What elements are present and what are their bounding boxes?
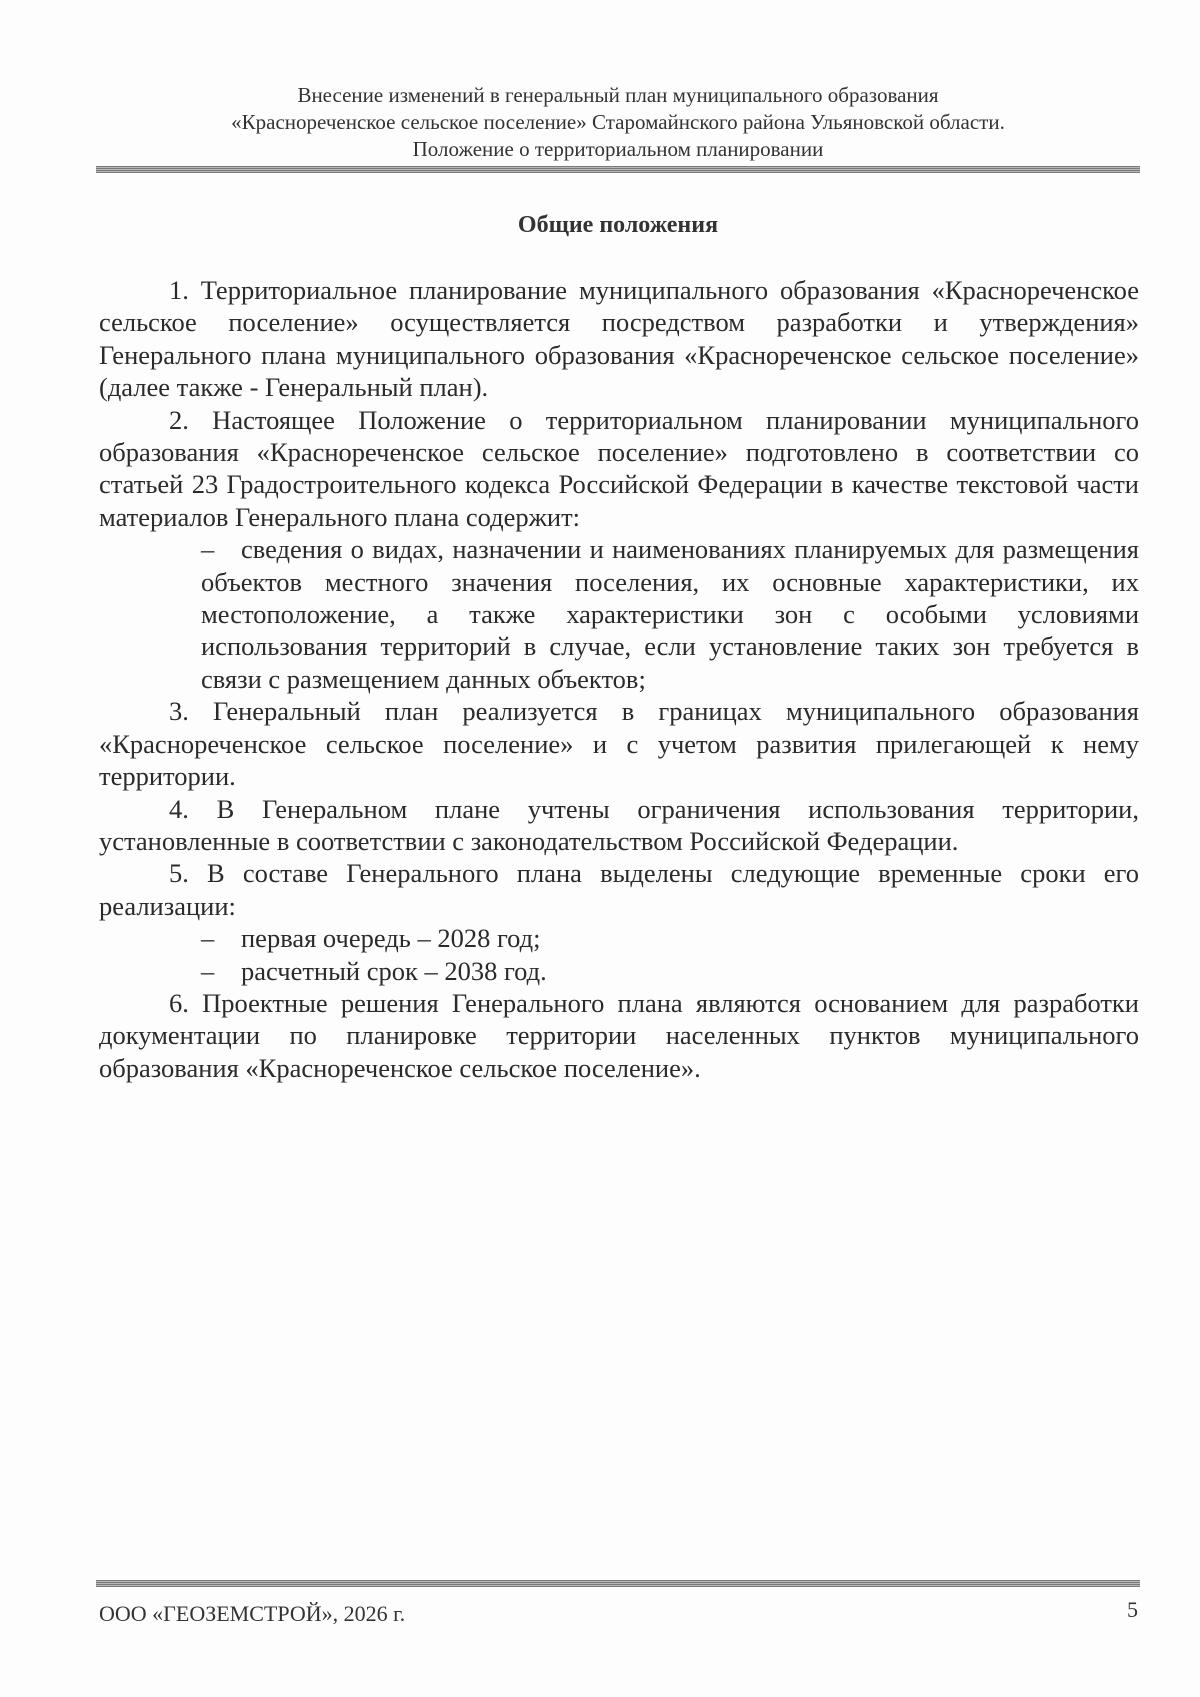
paragraph-5: 5. В составе Генерального плана выделены следующие временные сроки его реализации: — [99, 858, 1139, 921]
header-divider — [96, 166, 1140, 173]
page-number: 5 — [1127, 1597, 1138, 1622]
list-item-text: расчетный срок – 2038 год. — [241, 955, 547, 986]
header-line-1: Внесение изменений в генеральный план муниципального образования — [297, 83, 939, 107]
list-item — [201, 955, 1139, 987]
paragraph-3: 3. Генеральный план реализуется в границах муниципального образования «Краснореченское сельское поселение» и с учетом развития прилегающей к нему территории. — [99, 696, 1139, 792]
list-item-text: сведения о видах, назначении и наименованиях планируемых для размещения объектов местного значения поселения, их основные характеристики, их местоположение, а также характеристики зон с особыми условиями использования территорий в случае, если установление таких зон требуется в связи с размещением данных объектов; — [201, 534, 1139, 694]
section-title: Общие положения — [517, 212, 719, 238]
header-line-2: «Краснореченское сельское поселение» Старомайнского района Ульяновской области. — [231, 110, 1005, 134]
dash-bullet: – — [201, 923, 215, 954]
paragraph-2: 2. Настоящее Положение о территориальном планировании муниципального образования «Краснореченское сельское поселение» подготовлено в соответствии со статьей 23 Градостроительного кодекса Российской Федерации в качестве текстовой части материалов Генерального плана содержит: — [99, 404, 1139, 532]
footer-divider — [96, 1580, 1140, 1587]
list-item-text: первая очередь – 2028 год; — [241, 923, 541, 954]
paragraph-6: 6. Проектные решения Генерального плана являются основанием для разработки документации по планировке территории населенных пунктов муниципального образования «Краснореченское сельское поселение». — [99, 987, 1139, 1083]
dash-bullet: – — [201, 955, 215, 986]
document-body — [99, 274, 1139, 1084]
header-line-3: Положение о территориальном планировании — [412, 137, 824, 161]
footer-company: ООО «ГЕОЗЕМСТРОЙ», 2026 г. — [99, 1601, 406, 1626]
dash-bullet: – — [201, 534, 215, 565]
paragraph-4: 4. В Генеральном плане учтены ограничения использования территории, установленные в соответствии с законодательством Российской Федерации. — [99, 793, 1139, 856]
running-header — [96, 82, 1140, 163]
paragraph-1: 1. Территориальное планирование муниципального образования «Краснореченское сельское поселение» осуществляется посредством разработки и утверждения» Генерального плана муниципального образования «Краснореченское сельское поселение» (далее также - Генеральный план). — [99, 275, 1139, 403]
list-item — [201, 533, 1139, 695]
list-item — [201, 922, 1139, 954]
